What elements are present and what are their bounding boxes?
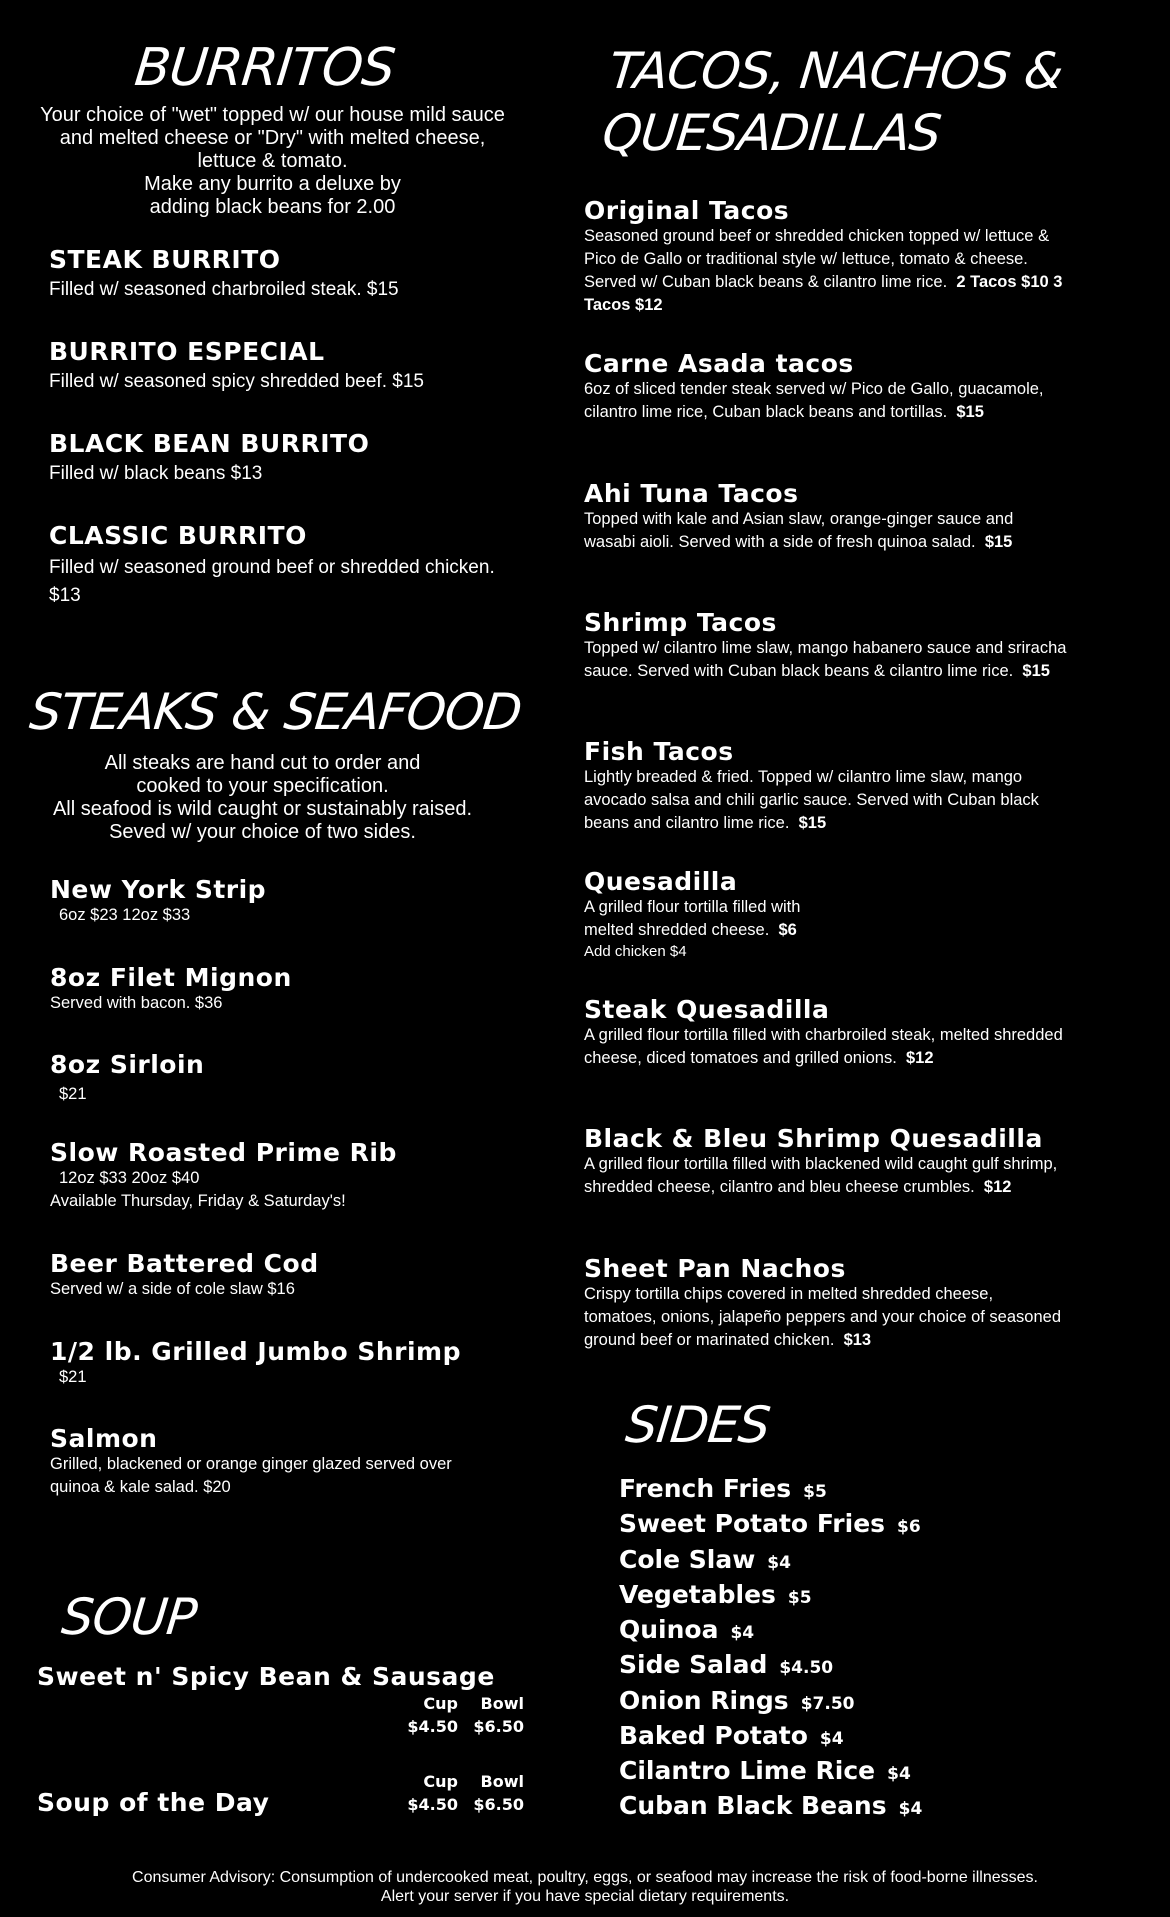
side-name: Cilantro Lime Rice — [619, 1756, 876, 1785]
item-name: STEAK BURRITO — [49, 245, 281, 274]
menu-item — [584, 479, 1069, 554]
side-price: $4 — [898, 1799, 923, 1819]
item-text: Topped w/ cilantro lime slaw, mango habanero sauce and sriracha sauce. Served with Cuban black beans & cilantro lime rice. — [584, 639, 1067, 680]
steaks-intro-line: Seved w/ your choice of two sides. — [109, 821, 416, 843]
soup-item — [37, 1662, 537, 1691]
item-description: $21 — [59, 1368, 87, 1386]
item-text: Lightly breaded & fried. Topped w/ cilantro lime slaw, mango avocado salsa and chili garlic sauce. Served with Cuban black beans and cilantro lime rice. — [584, 768, 1039, 832]
menu-item — [49, 429, 529, 485]
item-name: Ahi Tuna Tacos — [584, 479, 799, 508]
side-item — [619, 1686, 854, 1715]
burritos-intro-line: Make any burrito a deluxe by — [144, 173, 401, 195]
soup-price-header — [400, 1694, 530, 1713]
item-name: 1/2 lb. Grilled Jumbo Shrimp — [50, 1337, 461, 1366]
side-price: $4 — [887, 1764, 911, 1784]
steaks-intro — [10, 752, 515, 844]
burritos-intro-line: adding black beans for 2.00 — [149, 196, 396, 218]
item-name: Salmon — [50, 1424, 158, 1453]
item-name: 8oz Filet Mignon — [50, 963, 292, 992]
item-price: $15 — [956, 403, 984, 421]
side-item — [619, 1650, 833, 1679]
menu-item — [50, 1337, 520, 1389]
menu-item — [584, 1124, 1069, 1199]
side-name: Onion Rings — [619, 1686, 789, 1715]
cup-label: Cup — [423, 1772, 458, 1791]
menu-item — [584, 1254, 1069, 1352]
item-description — [584, 508, 1069, 554]
side-name: Sweet Potato Fries — [619, 1509, 886, 1538]
side-price: $4 — [819, 1729, 844, 1749]
sides-title: SIDES — [622, 1396, 773, 1454]
item-name: Sheet Pan Nachos — [584, 1254, 846, 1283]
item-description: $21 — [59, 1085, 87, 1103]
side-price: $7.50 — [800, 1694, 855, 1714]
item-description: Filled w/ black beans $13 — [49, 463, 263, 484]
side-item — [619, 1474, 827, 1503]
side-price: $6 — [897, 1517, 921, 1537]
item-name: CLASSIC BURRITO — [49, 521, 307, 550]
menu-item — [584, 196, 1069, 317]
soup-price-header — [400, 1772, 530, 1791]
side-item — [619, 1756, 911, 1785]
menu-item — [50, 1249, 520, 1301]
item-text: A grilled flour tortilla filled with melted shredded cheese. — [584, 898, 801, 939]
bowl-label: Bowl — [480, 1694, 524, 1713]
menu-item — [49, 245, 529, 301]
steaks-title: STEAKS & SEAFOOD — [26, 683, 524, 741]
item-price: $6 — [778, 921, 797, 939]
side-price: $5 — [787, 1588, 812, 1608]
item-description: Served w/ a side of cole slaw $16 — [50, 1280, 295, 1298]
side-item — [619, 1509, 921, 1538]
menu-item — [49, 337, 529, 393]
consumer-advisory — [0, 1868, 1170, 1906]
cup-label: Cup — [423, 1694, 458, 1713]
burritos-intro — [10, 104, 535, 219]
bowl-label: Bowl — [480, 1772, 524, 1791]
soup-title: SOUP — [58, 1588, 199, 1646]
side-price: $4 — [730, 1623, 755, 1643]
side-item — [619, 1615, 754, 1644]
item-name: Fish Tacos — [584, 737, 734, 766]
item-description — [584, 378, 1069, 424]
soup-price-values — [400, 1795, 530, 1814]
item-price: $13 — [843, 1331, 872, 1349]
item-description: Served with bacon. $36 — [50, 994, 223, 1012]
item-name: BURRITO ESPECIAL — [49, 337, 325, 366]
item-name: 8oz Sirloin — [50, 1050, 205, 1079]
burritos-intro-line: lettuce & tomato. — [197, 150, 348, 172]
menu-item — [584, 867, 854, 961]
item-description: Filled w/ seasoned charbroiled steak. $15 — [49, 279, 399, 300]
menu-item — [584, 737, 1069, 835]
item-name: Original Tacos — [584, 196, 790, 225]
menu-item — [50, 1050, 520, 1106]
item-description — [584, 225, 1069, 317]
item-price: $15 — [984, 533, 1013, 551]
bowl-price: $6.50 — [473, 1717, 524, 1736]
item-name: Quesadilla — [584, 867, 738, 896]
tacos-title — [599, 40, 1065, 164]
item-name: Shrimp Tacos — [584, 608, 777, 637]
soup-price-table — [400, 1772, 530, 1814]
item-price: 2 Tacos $10 3 Tacos $12 — [584, 273, 1063, 314]
steaks-intro-line: All steaks are hand cut to order and — [104, 752, 421, 774]
menu-item — [584, 995, 1069, 1070]
burritos-intro-line: and melted cheese or "Dry" with melted cheese, — [59, 127, 486, 149]
item-note: Available Thursday, Friday & Saturday's! — [50, 1192, 346, 1210]
tacos-title-line: TACOS, NACHOS & — [606, 42, 1066, 100]
item-description: 6oz $23 12oz $33 — [59, 906, 191, 924]
cup-price: $4.50 — [407, 1795, 458, 1814]
item-text: 6oz of sliced tender steak served w/ Pico de Gallo, guacamole, cilantro lime rice, Cuban black beans and tortillas. — [584, 380, 1044, 421]
side-item — [619, 1721, 844, 1750]
side-name: Cole Slaw — [619, 1545, 756, 1574]
item-description — [584, 1153, 1069, 1199]
side-item — [619, 1545, 791, 1574]
item-description: Filled w/ seasoned spicy shredded beef. $15 — [49, 371, 424, 392]
side-price: $5 — [803, 1482, 827, 1502]
item-name: Slow Roasted Prime Rib — [50, 1138, 397, 1167]
soup-name: Sweet n' Spicy Bean & Sausage — [37, 1662, 495, 1691]
menu-item — [50, 875, 520, 927]
side-price: $4 — [767, 1553, 791, 1573]
cup-price: $4.50 — [407, 1717, 458, 1736]
item-description — [584, 1283, 1069, 1352]
item-text: A grilled flour tortilla filled with charbroiled steak, melted shredded cheese, diced tomatoes and grilled onions. — [584, 1026, 1063, 1067]
item-description — [584, 896, 854, 942]
item-price: $12 — [983, 1178, 1012, 1196]
menu-item — [584, 608, 1069, 683]
burritos-title: BURRITOS — [131, 38, 398, 98]
item-name: New York Strip — [50, 875, 267, 904]
item-name: Beer Battered Cod — [50, 1249, 319, 1278]
steaks-intro-line: cooked to your specification. — [136, 775, 389, 797]
advisory-line: Consumer Advisory: Consumption of undercooked meat, poultry, eggs, or seafood may increase the risk of food-borne illnesses. — [132, 1869, 1038, 1886]
item-addon: Add chicken $4 — [584, 943, 687, 960]
side-name: French Fries — [619, 1474, 792, 1503]
item-text: Crispy tortilla chips covered in melted shredded cheese, tomatoes, onions, jalapeño peppers and your choice of seasoned ground beef or marinated chicken. — [584, 1285, 1061, 1349]
item-description — [584, 637, 1069, 683]
item-description — [584, 1024, 1069, 1070]
side-name: Vegetables — [619, 1580, 776, 1609]
menu-item — [50, 963, 520, 1015]
side-item — [619, 1791, 922, 1820]
item-description: Filled w/ seasoned ground beef or shredded chicken. $13 — [49, 557, 495, 606]
side-item — [619, 1580, 812, 1609]
side-name: Quinoa — [619, 1615, 719, 1644]
soup-item — [37, 1788, 397, 1817]
steaks-intro-line: All seafood is wild caught or sustainably raised. — [52, 798, 473, 820]
item-text: A grilled flour tortilla filled with blackened wild caught gulf shrimp, shredded cheese, cilantro and bleu cheese crumbles. — [584, 1155, 1058, 1196]
side-name: Baked Potato — [619, 1721, 808, 1750]
item-price: $15 — [1022, 662, 1050, 680]
bowl-price: $6.50 — [473, 1795, 524, 1814]
advisory-line: Alert your server if you have special dietary requirements. — [380, 1888, 790, 1905]
soup-price-values — [400, 1717, 530, 1736]
item-text: Topped with kale and Asian slaw, orange-ginger sauce and wasabi aioli. Served with a side of fresh quinoa salad. — [584, 510, 1014, 551]
menu-item — [49, 521, 519, 610]
side-name: Cuban Black Beans — [619, 1791, 887, 1820]
item-description: Grilled, blackened or orange ginger glazed served over quinoa & kale salad. $20 — [50, 1455, 452, 1496]
item-description — [584, 766, 1069, 835]
burritos-intro-line: Your choice of "wet" topped w/ our house mild sauce — [40, 104, 505, 126]
soup-name: Soup of the Day — [37, 1788, 270, 1817]
soup-price-table — [400, 1694, 530, 1736]
side-name: Side Salad — [619, 1650, 768, 1679]
item-name: Steak Quesadilla — [584, 995, 830, 1024]
menu-item — [584, 349, 1069, 424]
tacos-title-line: QUESADILLAS — [599, 104, 944, 162]
item-price: $12 — [905, 1049, 934, 1067]
item-price: $15 — [798, 814, 827, 832]
menu-item — [50, 1138, 520, 1213]
menu-item — [50, 1424, 500, 1499]
item-name: BLACK BEAN BURRITO — [49, 429, 370, 458]
item-description: 12oz $33 20oz $40 — [59, 1169, 200, 1187]
item-text: Seasoned ground beef or shredded chicken topped w/ lettuce & Pico de Gallo or traditional style w/ lettuce, tomato & cheese. Served w/ Cuban black beans & cilantro lime rice. — [584, 227, 1050, 291]
side-price: $4.50 — [779, 1658, 834, 1678]
item-name: Black & Bleu Shrimp Quesadilla — [584, 1124, 1043, 1153]
item-name: Carne Asada tacos — [584, 349, 854, 378]
